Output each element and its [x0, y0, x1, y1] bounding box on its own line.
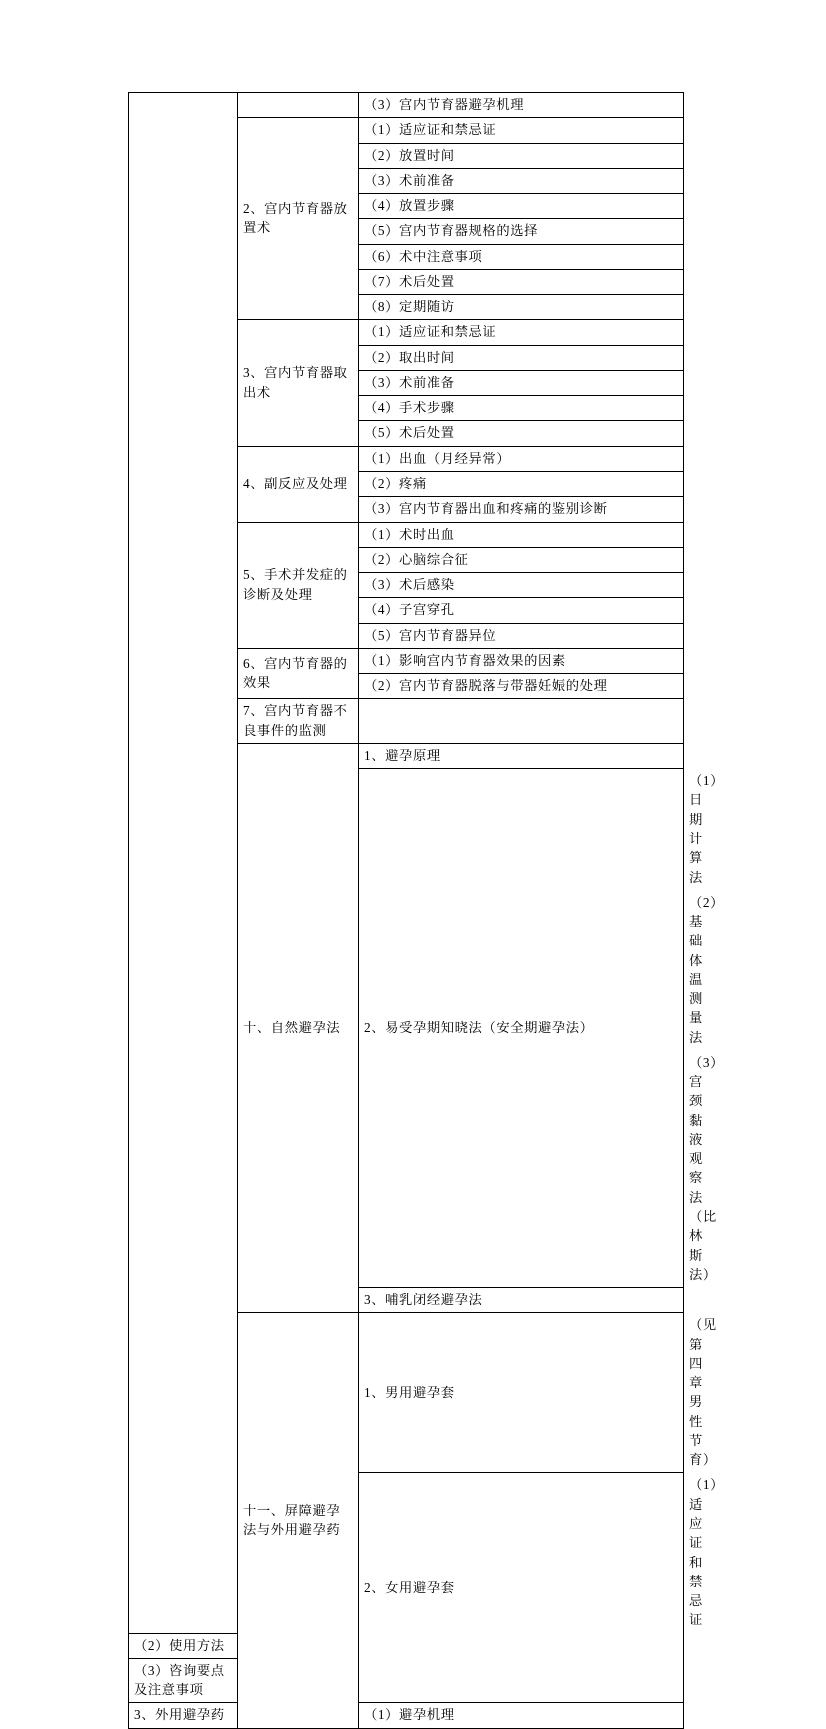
section-label-cell: 十一、屏障避孕法与外用避孕药 [238, 1313, 359, 1728]
item-label-cell: 2、女用避孕套 [359, 1473, 684, 1703]
detail-cell: （4）子宫穿孔 [359, 598, 684, 623]
detail-cell: （3）咨询要点及注意事项 [129, 1658, 238, 1703]
item-label-cell: 3、宫内节育器取出术 [238, 320, 359, 446]
item-label-cell: 7、宫内节育器不良事件的监测 [238, 699, 359, 744]
detail-cell: （8）定期随访 [359, 295, 684, 320]
table-row [129, 1703, 684, 1728]
detail-cell: （1）影响宫内节育器效果的因素 [359, 648, 684, 673]
detail-cell: （3）术前准备 [359, 370, 684, 395]
detail-cell: （5）宫内节育器异位 [359, 623, 684, 648]
detail-cell: （4）放置步骤 [359, 194, 684, 219]
table-row [129, 93, 684, 118]
table-row: 2、易受孕期知晓法（安全期避孕法） （1）日期计算法 [129, 769, 684, 891]
detail-cell: （7）术后处置 [359, 269, 684, 294]
table-row: （2）基础体温测量法 [689, 894, 725, 1045]
item-label-cell: 3、外用避孕药 [129, 1703, 238, 1728]
detail-cell: （2）心脑综合征 [359, 547, 684, 572]
item-label-cell: 1、避孕原理 [359, 743, 684, 768]
item-label-cell [238, 93, 359, 118]
table-row: 十一、屏障避孕法与外用避孕药 1、男用避孕套 （见第四章男性节育） [129, 1313, 684, 1473]
section-label-cell: 十、自然避孕法 [238, 743, 359, 1312]
detail-cell: （4）手术步骤 [359, 396, 684, 421]
item-label-cell: 4、副反应及处理 [238, 446, 359, 522]
detail-cell: （6）术中注意事项 [359, 244, 684, 269]
detail-cell: （1）适应证和禁忌证 [359, 320, 684, 345]
detail-cell: （1）适应证和禁忌证 [359, 118, 684, 143]
detail-cell: （3）宫内节育器避孕机理 [359, 93, 684, 118]
detail-cell: （2）放置时间 [359, 143, 684, 168]
detail-cell: （1）避孕机理 [359, 1703, 684, 1728]
detail-cell: （2）取出时间 [359, 345, 684, 370]
item-label-cell: 3、哺乳闭经避孕法 [359, 1288, 684, 1313]
section-label-cell [129, 93, 238, 1634]
detail-cell: （2）使用方法 [129, 1633, 238, 1658]
detail-cell: （5）宫内节育器规格的选择 [359, 219, 684, 244]
detail-cell: （2）宫内节育器脱落与带器妊娠的处理 [359, 674, 684, 699]
item-label-cell: 2、宫内节育器放置术 [238, 118, 359, 320]
detail-cell [359, 699, 684, 744]
item-label-cell: 2、易受孕期知晓法（安全期避孕法） [359, 769, 684, 1288]
detail-cell: （5）术后处置 [359, 421, 684, 446]
outline-table [128, 92, 725, 1729]
detail-cell: （3）术后感染 [359, 573, 684, 598]
detail-cell: （3）术前准备 [359, 168, 684, 193]
detail-cell: （2）疼痛 [359, 471, 684, 496]
item-label-cell: 5、手术并发症的诊断及处理 [238, 522, 359, 648]
table-row: （3）宫颈黏液观察法（比林斯法） [689, 1054, 725, 1282]
detail-cell: （1）出血（月经异常） [359, 446, 684, 471]
detail-cell: （1）术时出血 [359, 522, 684, 547]
item-label-cell: 1、男用避孕套 [359, 1313, 684, 1473]
table-row: 2、女用避孕套 （1）适应证和禁忌证 [129, 1473, 684, 1633]
detail-cell: （3）宫内节育器出血和疼痛的鉴别诊断 [359, 497, 684, 522]
item-label-cell: 6、宫内节育器的效果 [238, 648, 359, 699]
